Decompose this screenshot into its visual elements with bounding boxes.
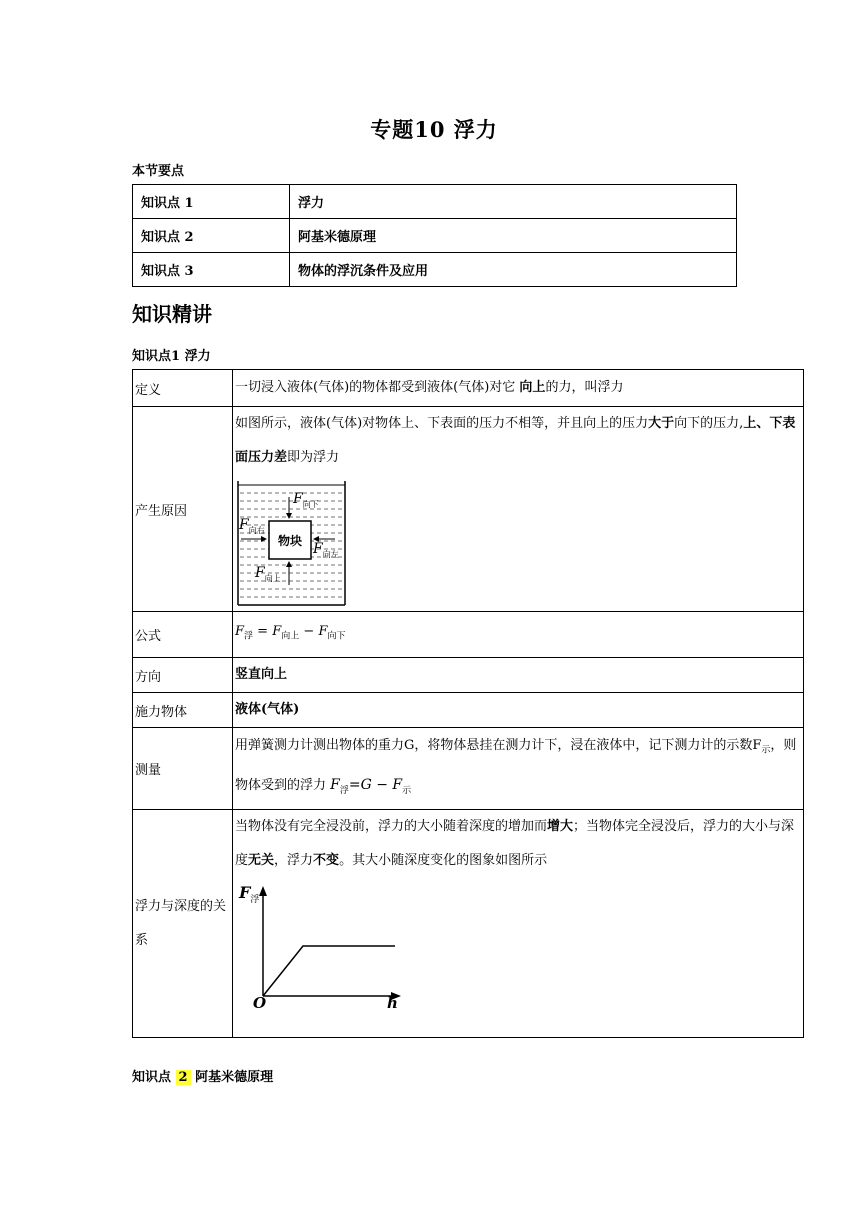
table-row — [133, 219, 737, 253]
f-right-label: $F_{向右}$ — [239, 517, 265, 535]
section-heading: 知识精讲 — [132, 302, 212, 326]
cause-cell — [233, 407, 804, 612]
table-row — [133, 693, 804, 728]
row-label: 定义 — [133, 370, 233, 407]
key-points-table — [132, 184, 737, 287]
key-point-label: 知识点 2 — [133, 219, 290, 253]
row-label: 浮力与深度的关系 — [133, 810, 233, 1038]
table-row — [133, 728, 804, 810]
key-point-value: 阿基米德原理 — [290, 219, 737, 253]
row-label: 公式 — [133, 612, 233, 658]
depth-cell — [233, 810, 804, 1038]
table-row — [133, 407, 804, 612]
key-point-label: 知识点 1 — [133, 185, 290, 219]
page-title: 专题10 浮力 — [370, 117, 498, 142]
buoyancy-diagram — [235, 479, 347, 607]
row-label: 方向 — [133, 658, 233, 693]
kp2-heading: 知识点 2 阿基米德原理 — [132, 1070, 274, 1085]
origin-label: O — [253, 994, 267, 1008]
key-points-heading: 本节要点 — [132, 164, 185, 179]
definition-text: 一切浸入液体(气体)的物体都受到液体(气体)对它 向上的力，叫浮力 — [233, 370, 804, 407]
key-point-value: 物体的浮沉条件及应用 — [290, 253, 737, 287]
buoyancy-table — [132, 369, 804, 1038]
kp1-heading: 知识点1 浮力 — [132, 349, 211, 364]
direction-value: 竖直向上 — [233, 658, 804, 693]
row-label: 施力物体 — [133, 693, 233, 728]
y-axis-label: $F_浮$ — [239, 883, 260, 905]
force-object-value: 液体(气体) — [233, 693, 804, 728]
table-row — [133, 253, 737, 287]
f-left-label: $F_{向左}$ — [313, 541, 339, 559]
table-row — [133, 810, 804, 1038]
depth-text: 当物体没有完全浸没前，浮力的大小随着深度的增加而增大；当物体完全浸没后，浮力的大小与深度无关，浮力不变。其大小随深度变化的图象如图所示 — [235, 819, 795, 868]
key-point-label: 知识点 3 — [133, 253, 290, 287]
buoyancy-depth-graph — [235, 878, 405, 1008]
cause-text: 如图所示，液体(气体)对物体上、下表面的压力不相等，并且向上的压力大于向下的压力,上、下表面压力差即为浮力 — [235, 416, 796, 465]
row-label: 测量 — [133, 728, 233, 810]
key-point-value: 浮力 — [290, 185, 737, 219]
measure-text: 用弹簧测力计测出物体的重力G，将物体悬挂在测力计下，浸在液体中，记下测力计的示数$F_示$，则物体受到的浮力 $F_浮=G - F_示$ — [233, 728, 804, 810]
x-axis-label: h — [387, 994, 398, 1008]
formula-text: $F_浮 = F_{向上} - F_{向下}$ — [233, 612, 804, 658]
block-label: 物块 — [277, 534, 303, 548]
table-row — [133, 185, 737, 219]
graph-line — [263, 946, 395, 996]
table-row — [133, 612, 804, 658]
table-row — [133, 658, 804, 693]
row-label: 产生原因 — [133, 407, 233, 612]
f-up-label: $F_{向上}$ — [255, 565, 281, 583]
table-row — [133, 370, 804, 407]
f-down-label: $F_{向下}$ — [293, 491, 319, 509]
